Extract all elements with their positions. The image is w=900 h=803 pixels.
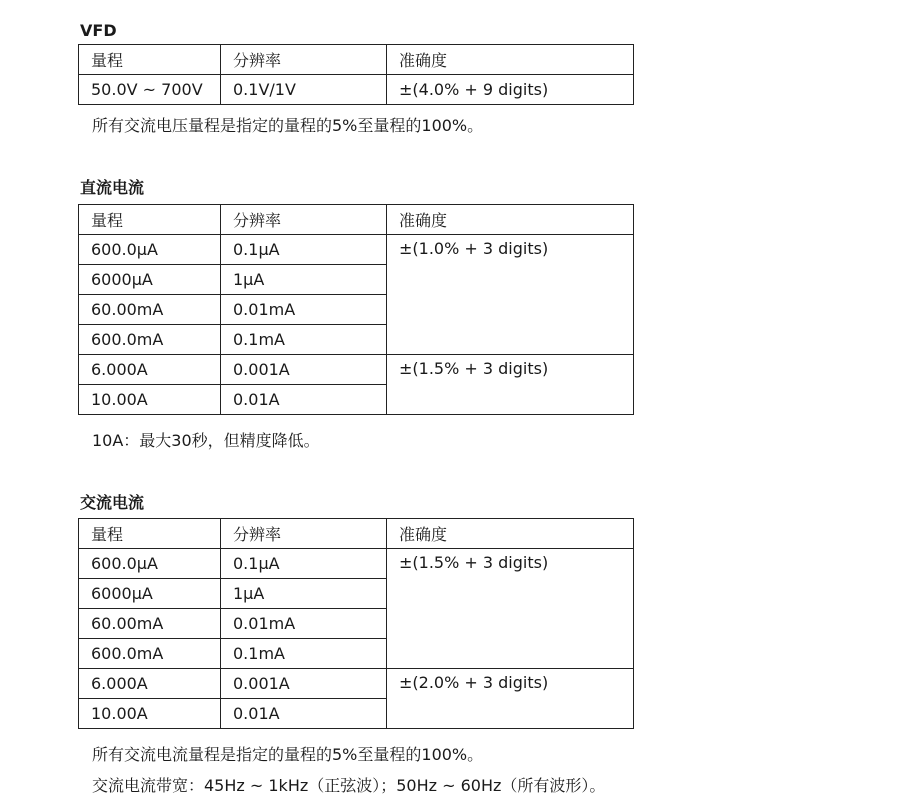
table-header-row	[79, 519, 634, 549]
accuracy-cell: ±(1.5% + 3 digits)	[387, 549, 634, 669]
resolution-cell: 0.01A	[221, 699, 387, 729]
resolution-cell: 0.1μA	[221, 549, 387, 579]
range-cell: 600.0μA	[79, 549, 221, 579]
table-row	[79, 355, 634, 385]
header-resolution: 分辨率	[221, 519, 387, 549]
dc-current-note: 10A：最大30秒，但精度降低。	[92, 431, 320, 450]
resolution-cell: 1μA	[221, 579, 387, 609]
range-cell: 6.000A	[79, 355, 221, 385]
resolution-cell: 0.001A	[221, 355, 387, 385]
range-cell: 600.0mA	[79, 325, 221, 355]
table-header-row	[79, 205, 634, 235]
header-range: 量程	[79, 45, 221, 75]
resolution-cell: 1μA	[221, 265, 387, 295]
resolution-cell: 0.1mA	[221, 639, 387, 669]
header-accuracy: 准确度	[387, 205, 634, 235]
table-row	[79, 235, 634, 265]
range-cell: 6000μA	[79, 265, 221, 295]
header-accuracy: 准确度	[387, 519, 634, 549]
header-resolution: 分辨率	[221, 205, 387, 235]
ac-current-spec-table	[78, 518, 634, 729]
range-cell: 6.000A	[79, 669, 221, 699]
header-range: 量程	[79, 519, 221, 549]
range-cell: 60.00mA	[79, 609, 221, 639]
ac-current-section-title: 交流电流	[80, 493, 145, 512]
range-cell: 600.0mA	[79, 639, 221, 669]
ac-current-bandwidth-note: 交流电流带宽：45Hz ~ 1kHz（正弦波）；50Hz ~ 60Hz（所有波形）。	[92, 776, 606, 795]
range-cell: 50.0V ~ 700V	[79, 75, 221, 105]
range-cell: 600.0μA	[79, 235, 221, 265]
dc-current-spec-table	[78, 204, 634, 415]
table-row	[79, 549, 634, 579]
resolution-cell: 0.1V/1V	[221, 75, 387, 105]
table-header-row	[79, 45, 634, 75]
ac-current-note: 所有交流电流量程是指定的量程的5%至量程的100%。	[92, 745, 484, 764]
accuracy-cell: ±(1.5% + 3 digits)	[387, 355, 634, 415]
table-row	[79, 75, 634, 105]
resolution-cell: 0.01mA	[221, 295, 387, 325]
header-resolution: 分辨率	[221, 45, 387, 75]
accuracy-cell: ±(1.0% + 3 digits)	[387, 235, 634, 355]
resolution-cell: 0.1mA	[221, 325, 387, 355]
resolution-cell: 0.01A	[221, 385, 387, 415]
resolution-cell: 0.001A	[221, 669, 387, 699]
accuracy-cell: ±(2.0% + 3 digits)	[387, 669, 634, 729]
header-range: 量程	[79, 205, 221, 235]
vfd-section-title: VFD	[80, 21, 117, 40]
range-cell: 60.00mA	[79, 295, 221, 325]
dc-current-section-title: 直流电流	[80, 178, 145, 197]
header-accuracy: 准确度	[387, 45, 634, 75]
range-cell: 10.00A	[79, 699, 221, 729]
accuracy-cell: ±(4.0% + 9 digits)	[387, 75, 634, 105]
resolution-cell: 0.1μA	[221, 235, 387, 265]
range-cell: 10.00A	[79, 385, 221, 415]
vfd-spec-table	[78, 44, 634, 105]
range-cell: 6000μA	[79, 579, 221, 609]
resolution-cell: 0.01mA	[221, 609, 387, 639]
table-row	[79, 669, 634, 699]
vfd-note: 所有交流电压量程是指定的量程的5%至量程的100%。	[92, 116, 484, 135]
